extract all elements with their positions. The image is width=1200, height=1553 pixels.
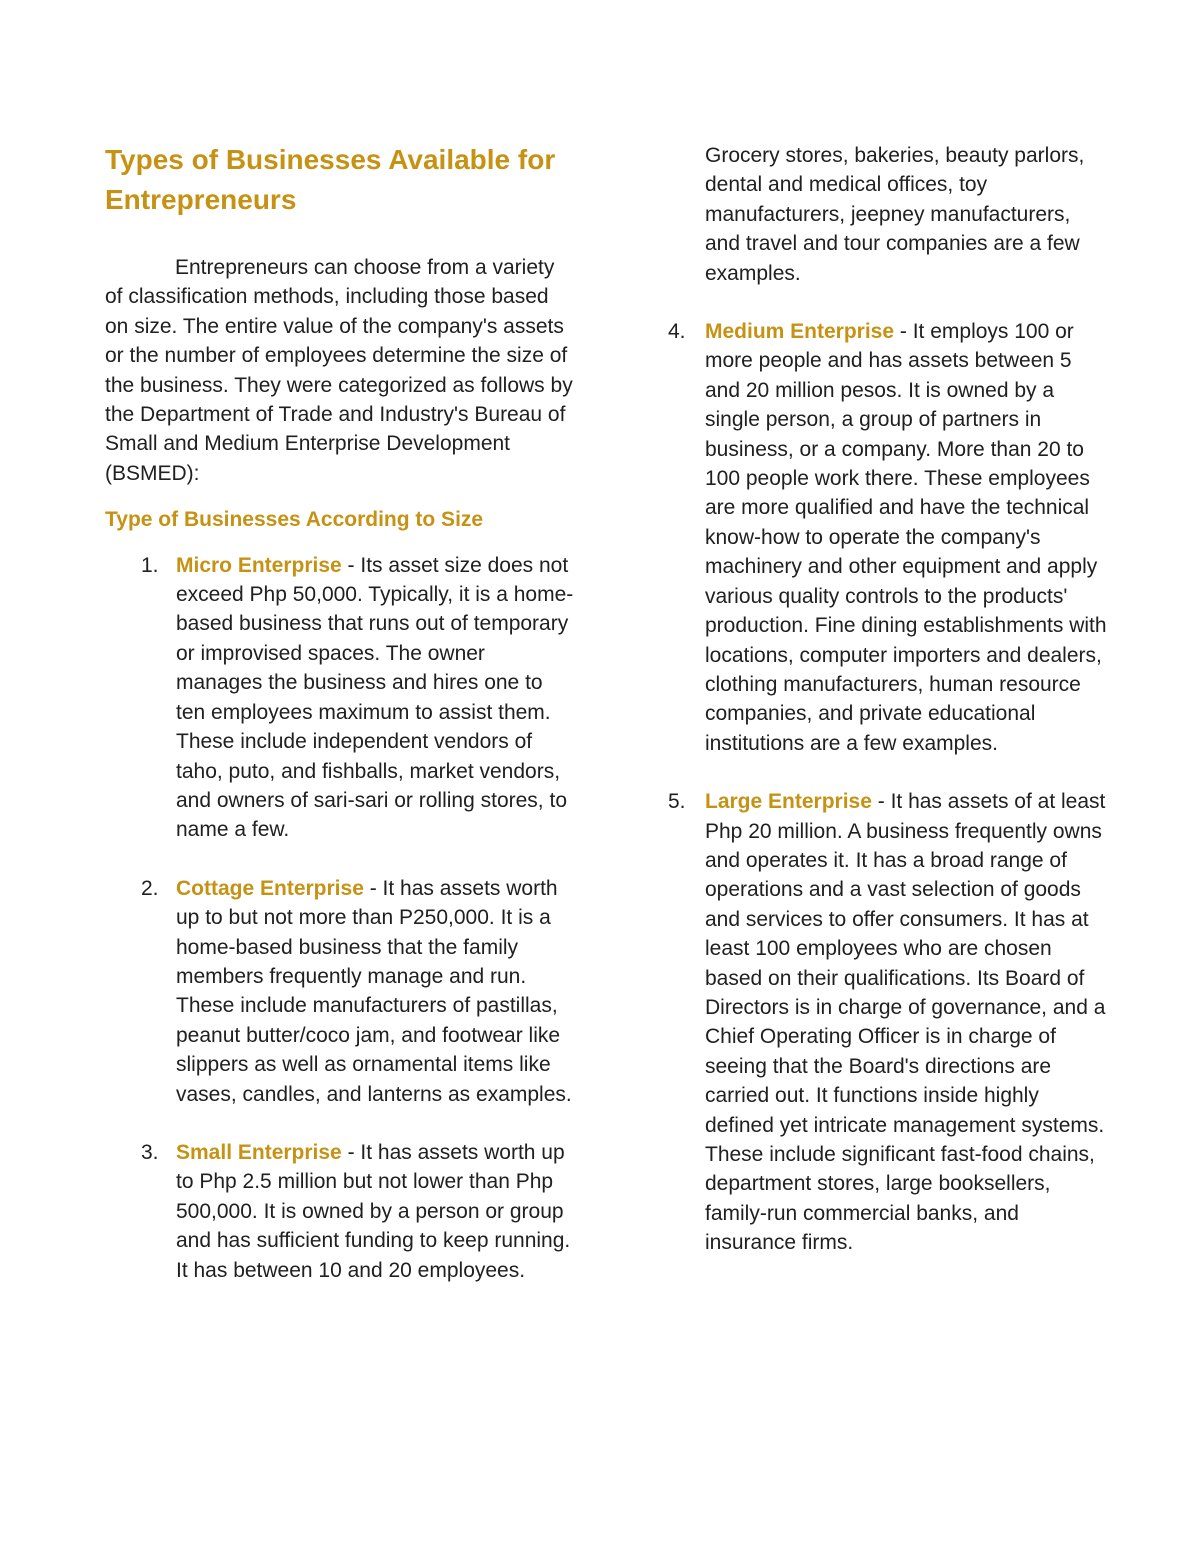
item-term: Small Enterprise bbox=[176, 1140, 342, 1164]
list-item-micro bbox=[105, 551, 575, 845]
item-term: Cottage Enterprise bbox=[176, 876, 364, 900]
list-number: 2. bbox=[141, 876, 159, 900]
item-text: - It employs 100 or more people and has assets between 5 and 20 million pesos. It is owned by a single person, a group of partners in business, or a company. More than 20 to 100 people work there. These employees are more qualified and have the technical know-how to operate the company's machinery and other equipment and apply various quality controls to the products' production. Fine dining establishments with locations, computer importers and dealers, clothing manufacturers, human resource companies, and private educational institutions are a few examples. bbox=[705, 320, 1107, 755]
list-item-large bbox=[668, 787, 1108, 1258]
list-number: 5. bbox=[668, 790, 686, 814]
item-term: Large Enterprise bbox=[705, 790, 872, 814]
item-text: - Its asset size does not exceed Php 50,000. Typically, it is a home-based business that runs out of temporary or improvised spaces. The owner manages the business and hires one to ten employees maximum to assist them. These include independent vendors of taho, puto, and fishballs, market vendors, and owners of sari-sari or rolling stores, to name a few. bbox=[176, 553, 574, 842]
right-column bbox=[668, 141, 1108, 1287]
item-text: - It has assets worth up to but not more than P250,000. It is a home-based business that the family members frequently manage and run. These include manufacturers of pastillas, peanut butter/coco jam, and footwear like slippers as well as ornamental items like vases, candles, and lanterns as examples. bbox=[176, 876, 572, 1106]
list-number: 3. bbox=[141, 1140, 159, 1164]
item-term: Medium Enterprise bbox=[705, 320, 895, 344]
list-item-cottage bbox=[105, 874, 575, 1109]
list-item-medium bbox=[668, 317, 1108, 758]
list-item-small bbox=[105, 1138, 575, 1285]
item-text: - It has assets worth up to Php 2.5 million but not lower than Php 500,000. It is owned by a person or group and has sufficient funding to keep running. It has between 10 and 20 employees. bbox=[176, 1140, 571, 1282]
left-column bbox=[105, 140, 575, 1314]
list-number: 1. bbox=[141, 553, 159, 577]
page-title: Types of Businesses Available for Entrepreneurs bbox=[105, 144, 556, 215]
section-heading: Type of Businesses According to Size bbox=[105, 508, 484, 532]
item-term: Micro Enterprise bbox=[176, 553, 342, 577]
list-item-continuation: Grocery stores, bakeries, beauty parlors, dental and medical offices, toy manufacturers, jeepney manufacturers, and travel and tour companies are a few examples. bbox=[705, 144, 1085, 285]
intro-paragraph: Entrepreneurs can choose from a variety of classification methods, including those based on size. The entire value of the company's assets or the number of employees determine the size of the business. They were categorized as follows by the Department of Trade and Industry's Bureau of Small and Medium Enterprise Development (BSMED): bbox=[105, 256, 573, 485]
list-number: 4. bbox=[668, 320, 686, 344]
item-text: - It has assets of at least Php 20 million. A business frequently owns and operates it. It has a broad range of operations and a vast selection of goods and services to offer consumers. It has at least 100 employees who are chosen based on their qualifications. Its Board of Directors is in charge of governance, and a Chief Operating Officer is in charge of seeing that the Board's directions are carried out. It functions inside highly defined yet intricate management systems. These include significant fast-food chains, department stores, large booksellers, family-run commercial banks, and insurance firms. bbox=[705, 790, 1106, 1255]
